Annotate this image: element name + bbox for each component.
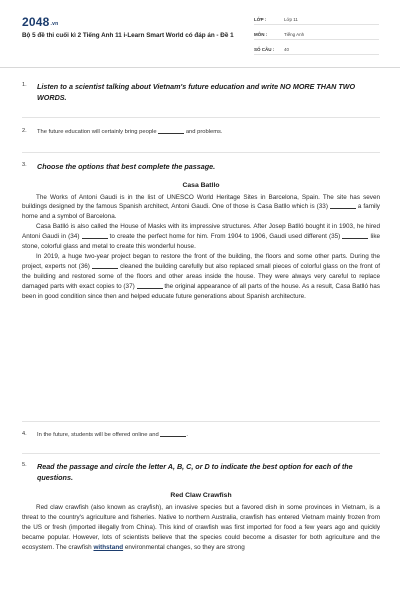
divider bbox=[22, 152, 380, 153]
paragraph-text: like stone, colorful glass and metal to create this wonderful house. bbox=[22, 233, 381, 251]
question-2 bbox=[22, 128, 380, 137]
question-text-before: In the future, students will be offered online and bbox=[37, 432, 159, 438]
question-text-after: . bbox=[186, 432, 188, 438]
question-text bbox=[37, 431, 380, 440]
paragraph-text: Red claw crawfish (also known as crayfish), an invasive species but a favored dish in some provinces in Vietnam, is a threat to the country's agriculture and fisheries. Native to northern Australia, crawfish has entered Vietnam mainly frozen from the US or fresh (imported illegally from China). This kind of crawfish was first imported for food a few years ago and quickly became popular. However, lots of scientists believe that the species could become a disaster for both agriculture and the ecosystem. The crawfish bbox=[22, 504, 380, 551]
paragraph-text: to create the perfect home for him. From 1904 to 1906, Gaudi used different (35) bbox=[109, 233, 341, 241]
divider bbox=[22, 117, 380, 118]
meta-grade bbox=[254, 14, 379, 25]
meta-count-value: 40 bbox=[284, 47, 290, 52]
site-logo[interactable] bbox=[22, 15, 58, 29]
logo-suffix: .vn bbox=[50, 21, 59, 27]
answer-blank-34[interactable] bbox=[82, 233, 108, 239]
question-number: 5. bbox=[22, 462, 27, 468]
paragraph-text: a family home and a symbol of Barcelona. bbox=[22, 203, 380, 221]
logo-text: 2048 bbox=[22, 15, 50, 29]
question-1 bbox=[22, 82, 380, 103]
passage-paragraph bbox=[22, 252, 380, 302]
passage-paragraph bbox=[22, 193, 380, 223]
question-number: 4. bbox=[22, 431, 27, 437]
document-header bbox=[0, 0, 400, 68]
answer-blank[interactable] bbox=[160, 431, 186, 437]
meta-subject-value: Tiếng Anh bbox=[284, 32, 305, 37]
question-number: 2. bbox=[22, 128, 27, 134]
question-instruction: Listen to a scientist talking about Vietnam's future education and write NO MORE THAN TWO WORDS. bbox=[37, 82, 356, 102]
answer-blank-37[interactable] bbox=[137, 283, 163, 289]
question-text-before: The future education will certainly bring people bbox=[37, 129, 157, 135]
passage-paragraph bbox=[22, 503, 380, 553]
answer-blank-33[interactable] bbox=[330, 203, 356, 209]
paragraph-text: the original appearance of all parts of the house. As a result, Casa Batlló has been in good condition since then and helped educate future generations about Spanish architecture. bbox=[22, 282, 381, 300]
divider bbox=[22, 453, 380, 454]
question-5 bbox=[22, 462, 380, 553]
question-text-after: and problems. bbox=[185, 129, 223, 135]
answer-blank-36[interactable] bbox=[92, 263, 118, 269]
page-title: Bộ 5 đề thi cuối kì 2 Tiếng Anh 11 i-Learn Smart World có đáp án - Đề 1 bbox=[22, 32, 234, 39]
answer-blank-35[interactable] bbox=[342, 233, 368, 239]
question-instruction: Read the passage and circle the letter A, B, C, or D to indicate the best option for each of the questions. bbox=[37, 462, 353, 482]
passage-paragraph bbox=[22, 222, 380, 252]
passage-title: Casa Batllo bbox=[182, 181, 220, 189]
answer-blank[interactable] bbox=[158, 128, 184, 134]
paragraph-text: environmental changes, so they are strong bbox=[124, 543, 245, 551]
meta-question-count bbox=[254, 44, 379, 55]
meta-count-label: SỐ CÂU : bbox=[254, 47, 275, 52]
question-text bbox=[37, 128, 380, 137]
meta-grade-value: Lớp 11 bbox=[284, 17, 298, 22]
paragraph-text: In 2019, a huge two-year project began to restore the front of the building, the floors and some other parts. During the project, experts not (36) bbox=[22, 252, 380, 270]
question-3 bbox=[22, 162, 380, 301]
meta-grade-label: LỚP : bbox=[254, 17, 267, 22]
paragraph-text: Casa Batlló is also called the House of Masks with its impressive structures. After Josep Batlló bought it in 1903, he hired Antoni Gaudi in (34) bbox=[22, 223, 380, 241]
question-number: 3. bbox=[22, 162, 27, 168]
divider bbox=[22, 421, 380, 422]
question-instruction: Choose the options that best complete the passage. bbox=[37, 162, 216, 171]
meta-subject bbox=[254, 29, 379, 40]
passage-title: Red Claw Crawfish bbox=[170, 492, 232, 499]
meta-subject-label: MÔN : bbox=[254, 32, 268, 37]
question-number: 1. bbox=[22, 82, 27, 88]
question-4 bbox=[22, 431, 380, 440]
paragraph-text: cleaned the building carefully but also replaced small pieces of colorful glass on the front of the building and restored some of the floors and other areas inside the house. They were always very careful to replace damaged parts with exact copies to (37) bbox=[22, 262, 381, 290]
paragraph-text: The Works of Antoni Gaudi is in the list of UNESCO World Heritage Sites in Barcelona, Spain. The site has seven buildings designed by the famous Spanish architect, Antoni Gaudi. One of those is Casa Batllo which is (33) bbox=[22, 193, 380, 211]
highlighted-word: withstand bbox=[93, 543, 124, 551]
